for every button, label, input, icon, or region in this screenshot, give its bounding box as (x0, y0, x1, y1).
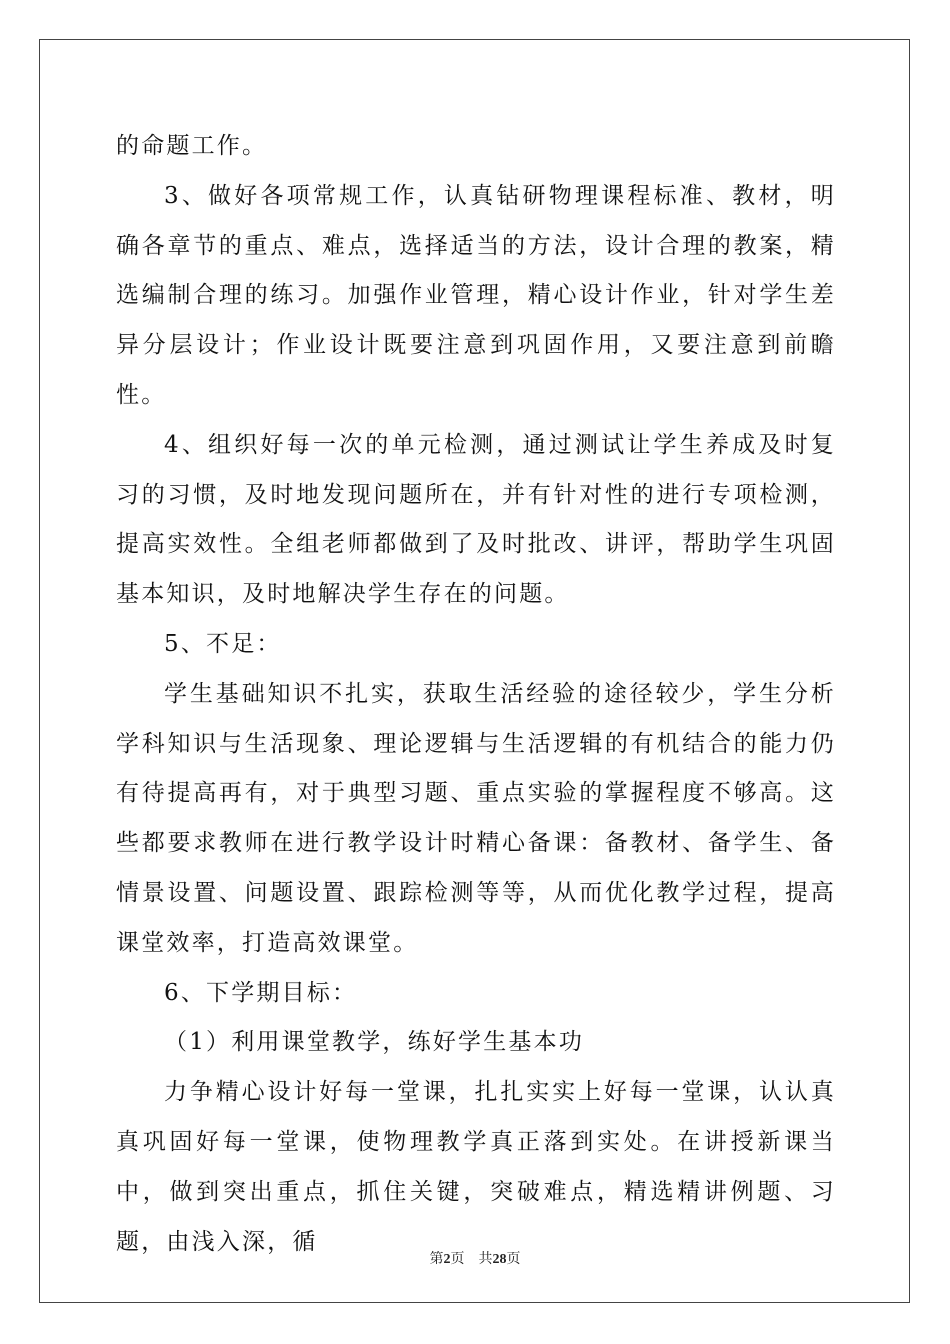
paragraph-7: （1）利用课堂教学，练好学生基本功 (164, 1029, 585, 1056)
paragraph-5: 学生基础知识不扎实，获取生活经验的途径较少，学生分析学科知识与生活现象、理论逻辑与生活逻辑的有机结合的能力仍有待提高再有，对于典型习题、重点实验的掌握程度不够高。这些都要求教师在进行教学设计时精心备课：备教材、备学生、备情景设置、问题设置、跟踪检测等等，从而优化教学过程，提高课堂效率，打造高效课堂。 (116, 680, 836, 956)
paragraph-8: 力争精心设计好每一堂课，扎扎实实上好每一堂课，认认真真巩固好每一堂课，使物理教学真正落到实处。在讲授新课当中，做到突出重点，抓住关键，突破难点，精选精讲例题、习题，由浅入深，循 (116, 1079, 836, 1255)
total-pages: 28 (492, 1252, 507, 1267)
paragraph-6: 6、下学期目标： (164, 979, 358, 1006)
document-body (116, 122, 836, 1267)
page-number: 2 (443, 1252, 451, 1267)
total-suffix: 页 (506, 1251, 521, 1267)
page-prefix: 第 (429, 1251, 444, 1267)
page-suffix: 页 (450, 1251, 465, 1267)
paragraph-3: 4、组织好每一次的单元检测，通过测试让学生养成及时复习的习惯，及时地发现问题所在，并有针对性的进行专项检测，提高实效性。全组老师都做到了及时批改、讲评，帮助学生巩固基本知识，及时地解决学生存在的问题。 (116, 431, 836, 608)
paragraph-4: 5、不足： (164, 630, 282, 657)
paragraph-1: 的命题工作。 (116, 133, 268, 159)
paragraph-2: 3、做好各项常规工作，认真钻研物理课程标准、教材，明确各章节的重点、难点，选择适当的方法，设计合理的教案，精选编制合理的练习。加强作业管理，精心设计作业，针对学生差异分层设计；作业设计既要注意到巩固作用，又要注意到前瞻性。 (116, 182, 836, 408)
total-prefix: 共 (478, 1251, 493, 1267)
page-footer (0, 1248, 950, 1268)
